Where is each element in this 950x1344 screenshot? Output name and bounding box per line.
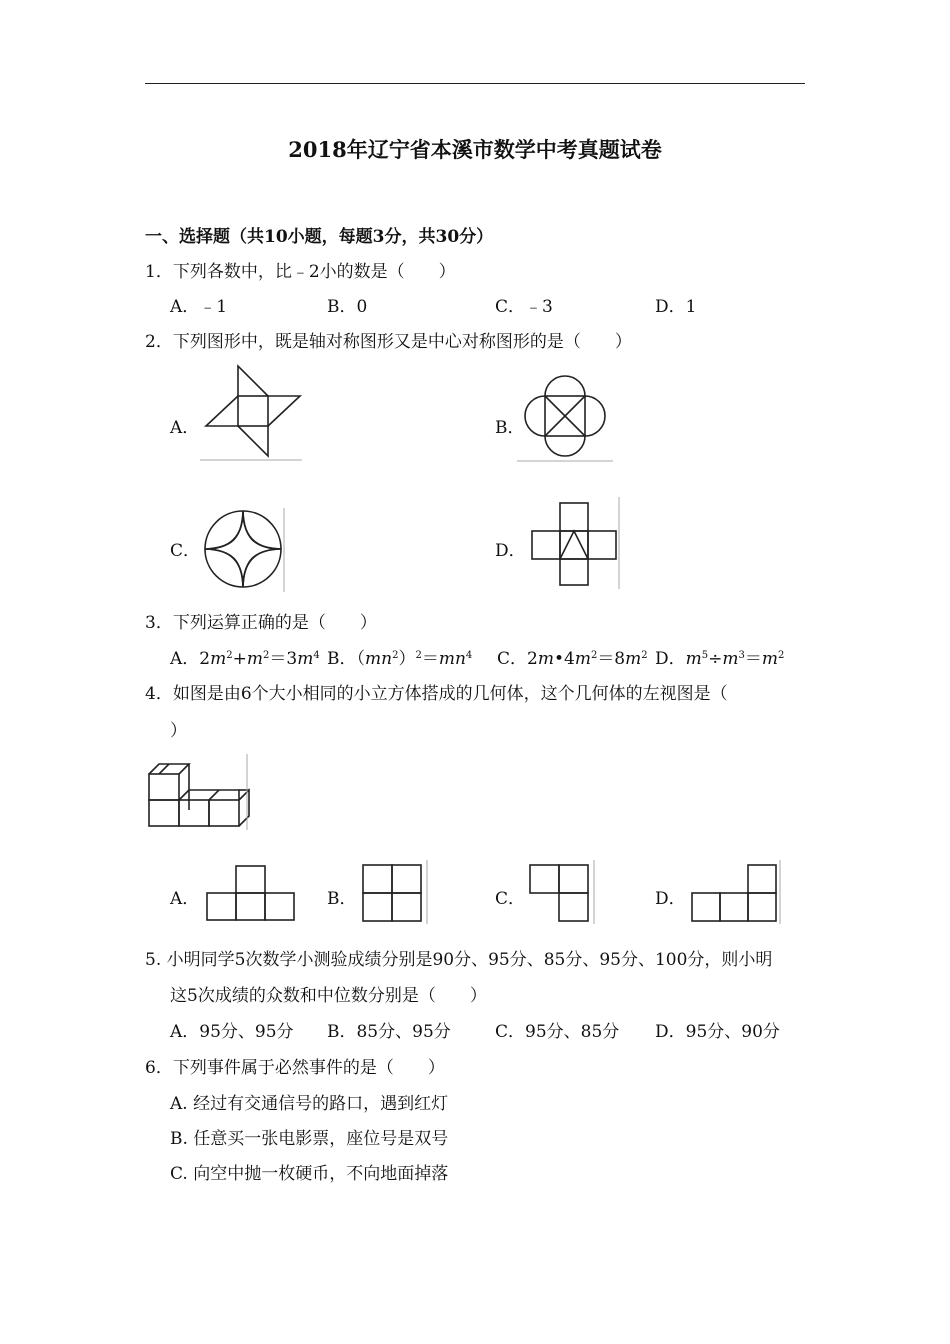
q4-solid-figure [145,754,249,830]
q6-option-c: C. 向空中抛一枚硬币，不向地面掉落 [170,1164,449,1184]
q2-option-d: D． [495,541,526,561]
q2-figure-c [198,508,290,592]
section-heading: 一、选择题（共10小题，每题3分，共30分） [145,227,494,247]
q1-option-d: D．1 [655,297,697,317]
q2-option-c: C． [170,541,201,561]
q3-option-d: D．$m^5\div m^3=m^2$ [655,649,785,669]
q2-stem: 2．下列图形中，既是轴对称图形又是中心对称图形的是（ ） [145,332,632,352]
q1-option-b: B．0 [327,297,368,317]
q4-view-d [686,860,784,924]
q5-option-b: B．85分、95分 [327,1022,451,1042]
q6-option-b: B. 任意买一张电影票，座位号是双号 [170,1129,449,1149]
q4-view-a [202,862,298,924]
q4-stem: 4．如图是由6个大小相同的小立方体搭成的几何体，这个几何体的左视图是（ [145,684,728,704]
q4-stem-end: ） [170,721,187,741]
q2-figure-b [517,370,615,464]
q4-option-b: B． [327,889,357,909]
q1-option-a: A．﹣1 [170,297,228,317]
q2-figure-d [527,497,622,591]
page-title: 2018年辽宁省本溪市数学中考真题试卷 [288,137,662,162]
q4-option-c: C． [495,889,526,909]
q2-option-b: B． [495,418,525,438]
q3-option-a: A．$2m^2+m^2=3m^4$ [170,649,320,669]
q5-option-d: D．95分、90分 [655,1022,780,1042]
q4-option-d: D． [655,889,686,909]
q1-stem: 1．下列各数中，比﹣2小的数是（ ） [145,262,456,282]
q5-option-c: C．95分、85分 [495,1022,620,1042]
q5-stem-line2: 这5次成绩的众数和中位数分别是（ ） [170,986,487,1006]
q6-option-a: A. 经过有交通信号的路口，遇到红灯 [170,1094,449,1114]
q4-view-b [358,860,430,924]
q3-option-b: B．$(mn^2)^2=mn^4$ [327,649,473,669]
q3-stem: 3．下列运算正确的是（ ） [145,613,377,633]
q4-view-c [525,860,597,924]
q4-option-a: A． [170,889,200,909]
header-rule [145,83,805,84]
q2-option-a: A． [170,418,200,438]
q6-stem: 6．下列事件属于必然事件的是（ ） [145,1058,445,1078]
q5-stem-line1: 5. 小明同学5次数学小测验成绩分别是90分、95分、85分、95分、100分，则小明 [145,950,773,970]
q5-option-a: A．95分、95分 [170,1022,294,1042]
q2-figure-a [200,364,304,464]
q3-option-c: C．$2m•4m^2=8m^2$ [497,649,648,669]
q1-option-c: C．﹣3 [495,297,553,317]
